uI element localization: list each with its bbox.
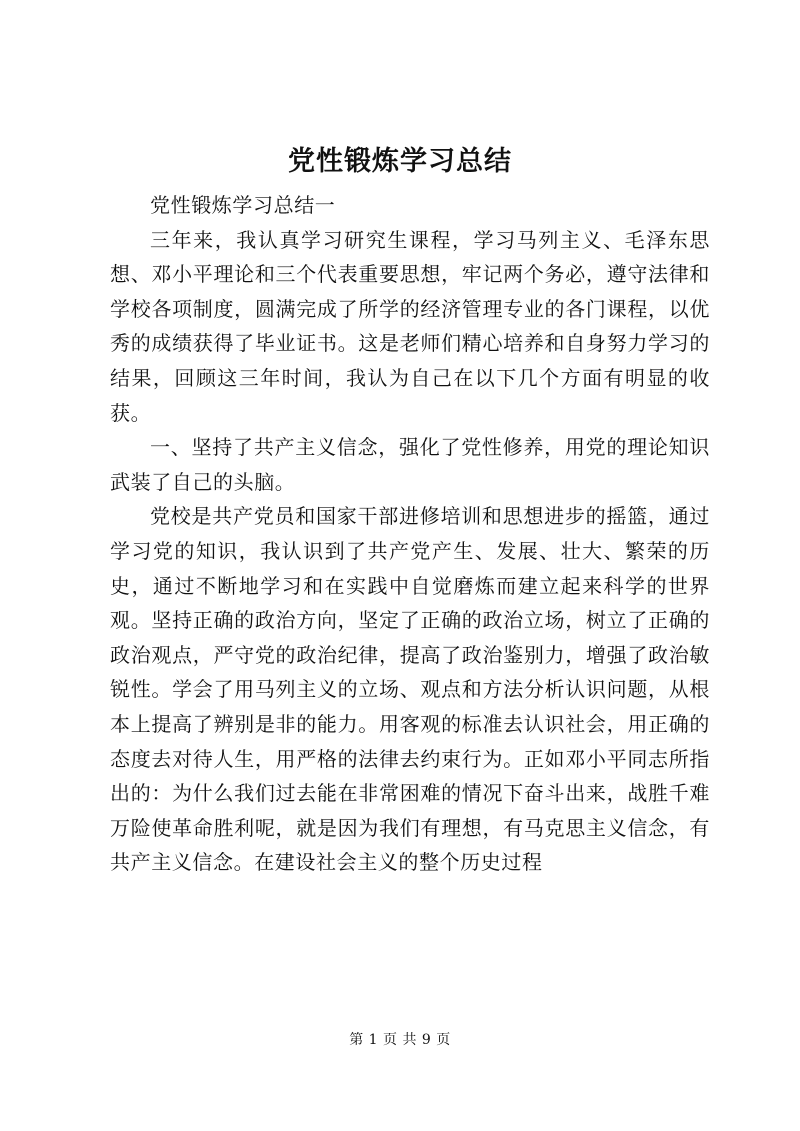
paragraph-party-school: 党校是共产党员和国家干部进修培训和思想进步的摇篮，通过学习党的知识，我认识到了共产党产生、发展、壮大、繁荣的历史，通过不断地学习和在实践中自觉磨炼而建立起来科学的世界观。坚持正确的政治方向，坚定了正确的政治立场，树立了正确的政治观点，严守党的政治纪律，提高了政治鉴别力，增强了政治敏锐性。学会了用马列主义的立场、观点和方法分析认识问题，从根本上提高了辨别是非的能力。用客观的标准去认识社会，用正确的态度去对待人生，用严格的法律去约束行为。正如邓小平同志所指出的：为什么我们过去能在非常困难的情况下奋斗出来，战胜千难万险使革命胜利呢，就是因为我们有理想，有马克思主义信念，有共产主义信念。在建设社会主义的整个历史过程 <box>110 504 710 875</box>
page-number-footer: 第 1 页 共 9 页 <box>349 1032 451 1048</box>
document-body <box>110 188 710 880</box>
paragraph-intro: 三年来，我认真学习研究生课程，学习马列主义、毛泽东思想、邓小平理论和三个代表重要思想，牢记两个务必，遵守法律和学校各项制度，圆满完成了所学的经济管理专业的各门课程，以优秀的成绩获得了毕业证书。这是老师们精心培养和自身努力学习的结果，回顾这三年时间，我认为自己在以下几个方面有明显的收获。 <box>110 227 710 425</box>
paragraph-section-heading: 一、坚持了共产主义信念，强化了党性修养，用党的理论知识武装了自己的头脑。 <box>110 435 710 494</box>
document-title: 党性锻炼学习总结 <box>288 146 512 177</box>
paragraph-subtitle: 党性锻炼学习总结一 <box>150 193 336 217</box>
